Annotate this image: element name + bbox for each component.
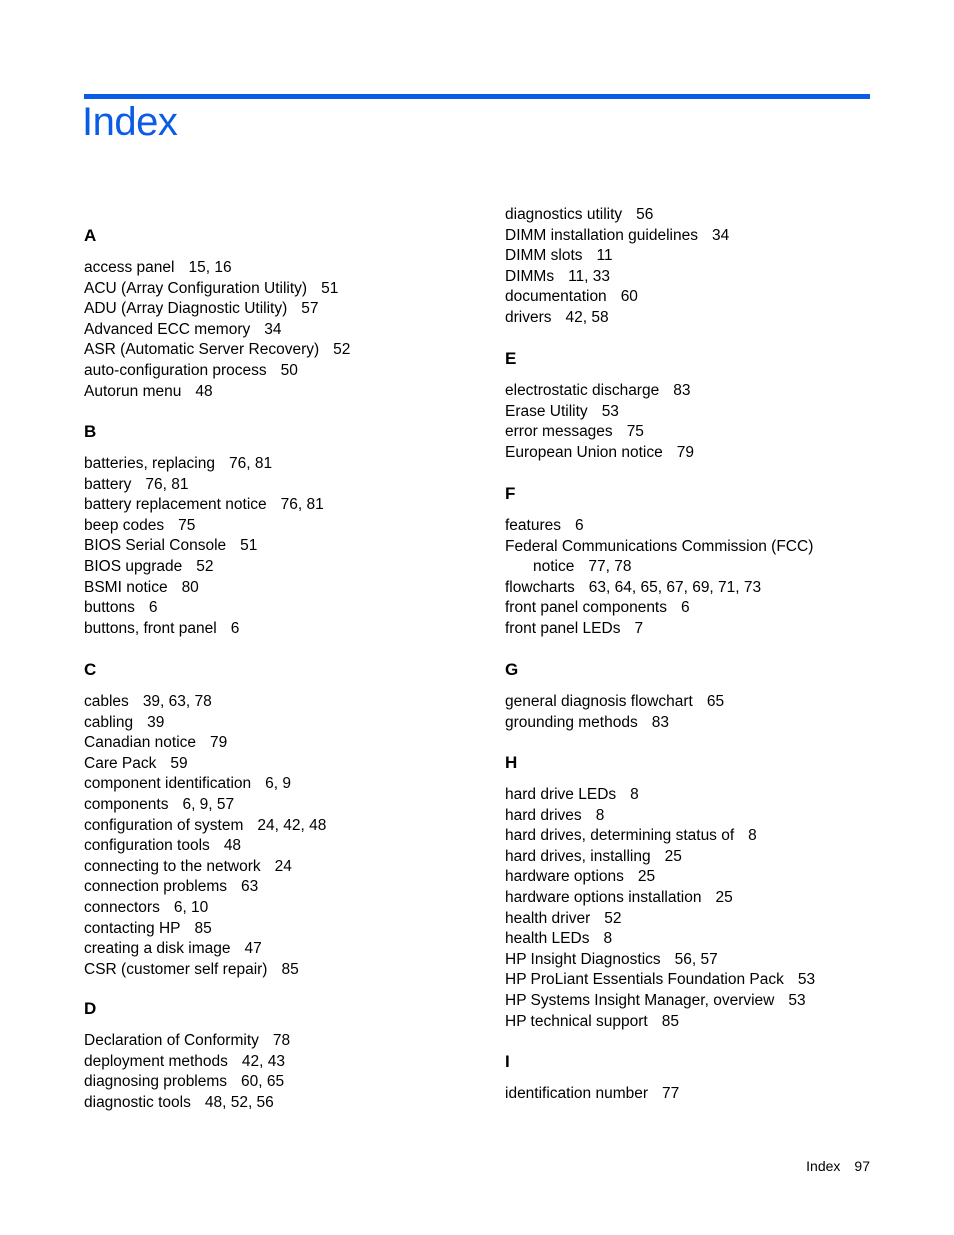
title-rule	[84, 94, 870, 99]
index-entry	[505, 991, 905, 1012]
index-page-refs[interactable]: 77	[662, 1085, 680, 1102]
index-entry	[84, 1031, 484, 1052]
index-page-refs[interactable]: 6	[575, 517, 584, 534]
index-page-refs[interactable]: 42, 58	[565, 308, 609, 326]
index-entry	[84, 320, 484, 341]
index-page-refs[interactable]: 42, 43	[241, 1052, 285, 1070]
index-page-refs[interactable]: 78	[272, 1032, 291, 1049]
index-page-refs[interactable]: 6	[681, 599, 690, 617]
index-term: documentation	[505, 288, 607, 306]
index-entry	[505, 226, 905, 247]
index-entry	[505, 578, 905, 599]
index-page-refs[interactable]: 53	[788, 991, 806, 1009]
index-page-refs[interactable]: 85	[281, 960, 299, 978]
index-term: connecting to the network	[84, 857, 261, 875]
index-term: Advanced ECC memory	[84, 320, 251, 338]
index-page-refs[interactable]: 8	[595, 806, 605, 824]
index-page-refs[interactable]: 7	[634, 619, 644, 637]
index-entry	[84, 495, 484, 516]
index-term-continuation	[505, 557, 905, 578]
section-letter: B	[84, 422, 97, 441]
index-entry	[505, 205, 905, 226]
index-page-refs[interactable]: 48	[195, 382, 213, 400]
index-term: grounding methods	[505, 713, 638, 731]
index-page-refs[interactable]: 6, 10	[173, 898, 209, 916]
index-term: front panel components	[505, 599, 667, 617]
index-entry	[84, 475, 484, 496]
index-page-refs[interactable]: 48	[223, 837, 242, 855]
index-entry	[505, 713, 905, 734]
index-entry	[505, 402, 905, 423]
index-page-refs[interactable]: 6, 9	[265, 775, 292, 793]
index-entry	[505, 970, 905, 991]
index-term: features	[505, 517, 562, 534]
index-section-d	[84, 999, 484, 1113]
index-page-refs[interactable]: 39, 63, 78	[142, 693, 212, 710]
index-entry	[505, 1084, 905, 1105]
index-term: diagnostics utility	[505, 206, 623, 223]
index-entry	[84, 960, 484, 981]
index-entry	[505, 909, 905, 930]
index-page-refs[interactable]: 56	[636, 206, 654, 223]
index-term: electrostatic discharge	[505, 382, 660, 399]
index-page-refs[interactable]: 75	[178, 516, 196, 534]
index-term: hard drive LEDs	[505, 786, 617, 803]
index-page-refs[interactable]: 79	[210, 734, 228, 752]
index-section-e	[505, 349, 905, 463]
index-page-refs[interactable]: 8	[603, 930, 613, 948]
index-page-refs[interactable]: 65	[706, 693, 725, 710]
index-term: Erase Utility	[505, 402, 588, 420]
index-entry	[84, 836, 484, 857]
index-entry	[505, 287, 905, 308]
index-entry	[505, 619, 905, 640]
index-entry	[84, 754, 484, 775]
index-entry	[84, 939, 484, 960]
index-entry	[505, 692, 905, 713]
index-page-refs[interactable]: 39	[147, 713, 165, 731]
index-term: component identification	[84, 775, 252, 793]
index-page-refs[interactable]: 76, 81	[228, 455, 273, 472]
index-term: general diagnosis flowchart	[505, 693, 693, 710]
index-entry	[84, 340, 484, 361]
index-term: hard drives, determining status of	[505, 827, 735, 845]
index-entry	[505, 826, 905, 847]
index-entry	[505, 443, 905, 464]
index-page-refs[interactable]: 8	[748, 827, 757, 845]
index-entry	[505, 381, 905, 402]
index-entry	[84, 1093, 484, 1114]
index-page-refs[interactable]: 59	[170, 754, 188, 772]
index-term: Care Pack	[84, 754, 157, 772]
index-term: auto-configuration process	[84, 361, 267, 379]
index-entry	[84, 536, 484, 557]
index-term: HP technical support	[505, 1012, 648, 1030]
index-entry	[84, 877, 484, 898]
index-page-refs[interactable]: 24	[274, 857, 292, 875]
index-term: battery replacement notice	[84, 496, 267, 514]
footer-page-number: 97	[854, 1158, 870, 1174]
index-term: BSMI notice	[84, 578, 168, 596]
index-entry	[84, 816, 484, 837]
index-page-refs[interactable]: 24, 42, 48	[257, 816, 327, 834]
index-page-refs[interactable]: 11	[596, 247, 613, 265]
index-page-refs[interactable]: 25	[715, 888, 733, 906]
index-entry	[505, 806, 905, 827]
index-page-refs[interactable]: 79	[676, 443, 694, 461]
index-page-refs[interactable]: 25	[637, 868, 656, 886]
index-page-refs[interactable]: 57	[301, 300, 319, 318]
index-entry	[505, 246, 905, 267]
index-page-refs[interactable]: 52	[604, 909, 622, 927]
index-term: health driver	[505, 909, 591, 927]
index-term: deployment methods	[84, 1052, 228, 1070]
index-term-continuation-text: notice	[533, 558, 575, 576]
index-page-refs[interactable]: 50	[280, 361, 298, 379]
index-page-refs[interactable]: 48, 52, 56	[204, 1093, 274, 1111]
index-term: ACU (Array Configuration Utility)	[84, 279, 308, 297]
index-page-refs[interactable]: 60	[620, 288, 638, 306]
index-entry	[505, 308, 905, 329]
index-term: buttons	[84, 599, 135, 617]
index-term: DIMMs	[505, 267, 555, 285]
index-section-h	[505, 753, 905, 1032]
index-term: Canadian notice	[84, 734, 197, 752]
index-page-refs[interactable]: 83	[673, 382, 691, 399]
index-term: health LEDs	[505, 930, 590, 948]
index-term: contacting HP	[84, 919, 181, 937]
index-section-g	[505, 660, 905, 733]
index-entry	[84, 919, 484, 940]
index-term: components	[84, 795, 169, 813]
index-term: front panel LEDs	[505, 619, 621, 637]
index-page-refs[interactable]: 63	[241, 878, 259, 896]
index-page-refs[interactable]: 75	[626, 423, 644, 441]
index-page-refs[interactable]: 51	[321, 279, 339, 297]
index-term: diagnostic tools	[84, 1093, 191, 1111]
index-term: hardware options installation	[505, 888, 702, 906]
index-page-refs[interactable]: 83	[651, 713, 669, 731]
index-entry	[505, 785, 905, 806]
index-entry	[505, 867, 905, 888]
index-term: drivers	[505, 308, 552, 326]
index-term: Federal Communications Commission (FCC)	[505, 537, 814, 555]
index-page-refs[interactable]: 11, 33	[568, 267, 611, 285]
index-page-refs[interactable]: 60, 65	[241, 1073, 285, 1091]
index-term: hard drives	[505, 806, 582, 824]
index-term: diagnosing problems	[84, 1073, 228, 1091]
index-entry	[84, 733, 484, 754]
index-term: DIMM installation guidelines	[505, 226, 698, 244]
index-term: identification number	[505, 1085, 649, 1102]
index-term: beep codes	[84, 516, 165, 534]
index-term: connection problems	[84, 878, 228, 896]
index-page-refs[interactable]: 85	[194, 919, 212, 937]
index-entry	[505, 516, 905, 537]
index-page-refs[interactable]: 76, 81	[280, 496, 324, 514]
index-entry	[84, 361, 484, 382]
index-term: CSR (customer self repair)	[84, 960, 268, 978]
index-section-c	[84, 660, 484, 980]
section-letter: F	[505, 484, 516, 503]
section-letter: E	[505, 349, 517, 368]
index-page-refs[interactable]: 85	[661, 1012, 679, 1030]
index-term: hard drives, installing	[505, 847, 651, 865]
index-entry	[84, 692, 484, 713]
section-letter: I	[505, 1052, 510, 1071]
index-entry	[84, 279, 484, 300]
index-entry	[84, 713, 484, 734]
index-term: cabling	[84, 713, 134, 731]
index-term: BIOS Serial Console	[84, 537, 227, 555]
index-entry	[84, 557, 484, 578]
index-section-b	[84, 422, 484, 639]
index-page-refs[interactable]: 77, 78	[588, 558, 632, 576]
index-page-refs[interactable]: 34	[264, 320, 282, 338]
index-page-refs[interactable]: 6	[230, 619, 240, 637]
index-page-refs[interactable]: 63, 64, 65, 67, 69, 71, 73	[588, 578, 762, 596]
index-term: access panel	[84, 259, 175, 276]
index-entry	[84, 898, 484, 919]
index-entry	[505, 929, 905, 950]
index-page-refs[interactable]: 51	[240, 537, 258, 555]
index-page-refs[interactable]: 8	[630, 786, 639, 803]
index-term: error messages	[505, 423, 613, 441]
index-page-refs[interactable]: 53	[797, 971, 816, 989]
index-page-refs[interactable]: 6, 9, 57	[182, 795, 235, 813]
section-letter: G	[505, 660, 519, 679]
index-term: configuration of system	[84, 816, 244, 834]
index-term: HP Insight Diagnostics	[505, 950, 661, 968]
index-page-refs[interactable]: 76, 81	[145, 475, 189, 493]
index-page-refs[interactable]: 80	[181, 578, 199, 596]
index-term: battery	[84, 475, 132, 493]
index-term: batteries, replacing	[84, 455, 215, 472]
page-title: Index	[82, 100, 178, 144]
index-term: HP Systems Insight Manager, overview	[505, 991, 775, 1009]
index-term: HP ProLiant Essentials Foundation Pack	[505, 971, 784, 989]
index-page-refs[interactable]: 52	[333, 341, 351, 359]
index-term: buttons, front panel	[84, 619, 217, 637]
index-term: connectors	[84, 898, 160, 916]
index-section-i	[505, 1052, 905, 1105]
index-entry	[84, 619, 484, 640]
index-entry	[84, 258, 484, 279]
index-entry	[505, 950, 905, 971]
index-page-refs[interactable]: 6	[148, 599, 158, 617]
index-term: hardware options	[505, 868, 624, 886]
index-entry	[84, 598, 484, 619]
section-letter: A	[84, 226, 97, 245]
index-term: creating a disk image	[84, 940, 231, 958]
index-entry	[505, 598, 905, 619]
index-entry	[84, 1052, 484, 1073]
section-letter: D	[84, 999, 97, 1018]
index-page-refs[interactable]: 56, 57	[674, 950, 718, 968]
index-entry	[84, 382, 484, 403]
index-term: DIMM slots	[505, 247, 583, 265]
index-entry	[505, 888, 905, 909]
index-term: European Union notice	[505, 443, 663, 461]
footer-label: Index	[806, 1158, 841, 1174]
index-term: BIOS upgrade	[84, 557, 183, 575]
index-section-a	[84, 226, 484, 402]
index-entry	[84, 578, 484, 599]
index-term: configuration tools	[84, 837, 210, 855]
index-term: ASR (Automatic Server Recovery)	[84, 341, 320, 359]
index-term: ADU (Array Diagnostic Utility)	[84, 300, 288, 318]
section-letter: C	[84, 660, 97, 679]
index-entry	[84, 299, 484, 320]
index-page-refs[interactable]: 53	[601, 402, 619, 420]
index-term: flowcharts	[505, 578, 575, 596]
index-entry	[84, 516, 484, 537]
index-page-refs[interactable]: 25	[664, 847, 682, 865]
index-entry	[505, 1012, 905, 1033]
index-entry	[84, 774, 484, 795]
index-entry	[505, 422, 905, 443]
index-entry	[84, 857, 484, 878]
index-section-d-continued	[505, 205, 905, 329]
index-entry	[84, 454, 484, 475]
index-entry	[505, 537, 905, 578]
section-letter: H	[505, 753, 518, 772]
index-page-refs[interactable]: 34	[711, 226, 730, 244]
index-entry	[505, 267, 905, 288]
page-footer	[806, 1158, 870, 1174]
index-term: cables	[84, 693, 129, 710]
index-entry	[84, 795, 484, 816]
index-page-refs[interactable]: 15, 16	[188, 259, 232, 276]
index-term: Declaration of Conformity	[84, 1032, 259, 1049]
index-page-refs[interactable]: 47	[244, 940, 262, 958]
index-term: Autorun menu	[84, 382, 182, 400]
index-section-f	[505, 484, 905, 640]
index-entry	[505, 847, 905, 868]
index-entry	[84, 1072, 484, 1093]
index-page-refs[interactable]: 52	[196, 557, 214, 575]
